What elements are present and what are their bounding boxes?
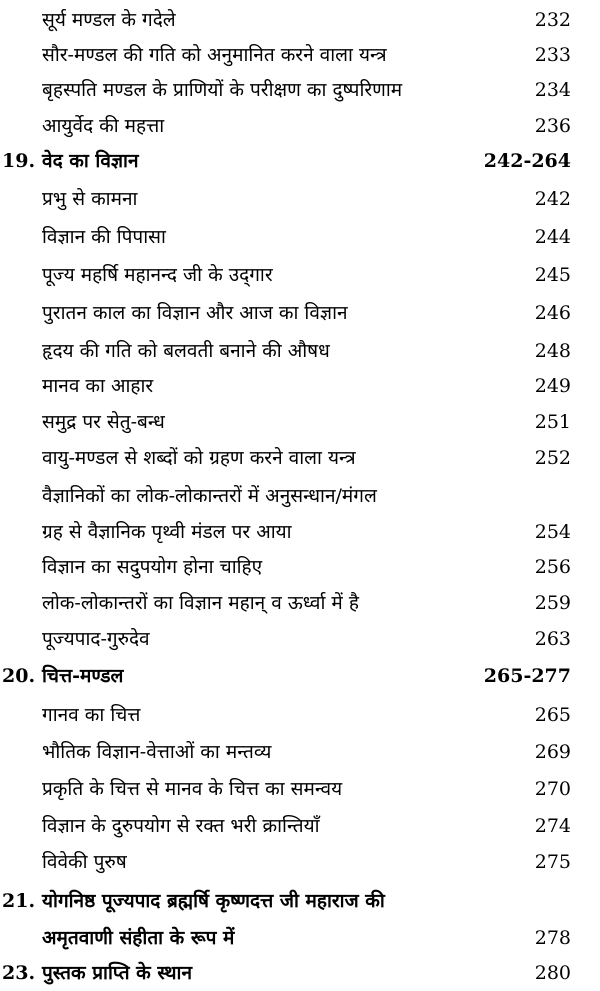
toc-entry xyxy=(0,108,600,144)
chapter-number: 20. xyxy=(2,665,36,687)
toc-entry-title: वैज्ञानिकों का लोक-लोकान्तरों में अनुसन्धान/मंगल xyxy=(42,485,377,507)
toc-entry xyxy=(0,440,600,476)
toc-entry-page: 233 xyxy=(534,44,571,66)
toc-entry-page: 275 xyxy=(534,851,571,873)
toc-entry-page: 259 xyxy=(534,592,571,614)
toc-entry-page: 244 xyxy=(534,226,571,248)
toc-entry xyxy=(0,333,600,369)
toc-entry-title: विज्ञान का सदुपयोग होना चाहिए xyxy=(42,556,263,578)
toc-entry-title: पुरातन काल का विज्ञान और आज का विज्ञान xyxy=(42,302,348,324)
toc-entry xyxy=(0,697,600,733)
toc-entry-title: लोक-लोकान्तरों का विज्ञान महान् व ऊर्ध्वा में है xyxy=(42,592,359,614)
toc-entry xyxy=(0,808,600,844)
toc-chapter-heading xyxy=(0,883,600,919)
toc-chapter-heading xyxy=(0,143,600,179)
toc-entry-title: गानव का चित्त xyxy=(42,704,141,726)
toc-entry xyxy=(0,404,600,440)
toc-entry xyxy=(0,549,600,585)
toc-entry-page: 245 xyxy=(534,264,571,286)
toc-entry-title: वायु-मण्डल से शब्दों को ग्रहण करने वाला यन्त्र xyxy=(42,447,356,469)
toc-entry xyxy=(0,295,600,331)
toc-entry-title: विज्ञान के दुरुपयोग से रक्त भरी क्रान्तियाँ xyxy=(42,815,320,837)
chapter-page-range: 242-264 xyxy=(483,150,571,172)
toc-entry-page: 274 xyxy=(534,815,571,837)
chapter-page: 280 xyxy=(534,962,571,984)
toc-entry-title: भौतिक विज्ञान-वेत्ताओं का मन्तव्य xyxy=(42,741,272,763)
toc-entry xyxy=(0,368,600,404)
toc-entry-title: पूज्य महर्षि महानन्द जी के उद्‌गार xyxy=(42,264,273,286)
toc-entry xyxy=(0,72,600,108)
toc-entry-title: विज्ञान की पिपासा xyxy=(42,226,166,248)
toc-entry-page: 265 xyxy=(534,704,571,726)
chapter-number: 23. xyxy=(2,962,36,984)
toc-entry-title: समुद्र पर सेतु-बन्ध xyxy=(42,411,165,433)
toc-entry xyxy=(0,514,600,550)
toc-entry-title: मानव का आहार xyxy=(42,375,154,397)
toc-entry-page: 234 xyxy=(534,79,571,101)
toc-chapter-heading xyxy=(0,658,600,694)
toc-entry-title: प्रकृति के चित्त से मानव के चित्त का समन्वय xyxy=(42,778,343,800)
chapter-title: पुस्तक प्राप्ति के स्थान xyxy=(42,962,192,984)
toc-entry-page: 248 xyxy=(534,340,571,362)
toc-entry xyxy=(0,734,600,770)
toc-entry xyxy=(0,621,600,657)
toc-entry-title: पूज्यपाद-गुरुदेव xyxy=(42,628,150,650)
toc-entry-title: आयुर्वेद की महत्ता xyxy=(42,115,165,137)
toc-entry-title: हृदय की गति को बलवती बनाने की औषध xyxy=(42,340,330,362)
toc-entry xyxy=(0,2,600,38)
toc-entry xyxy=(0,257,600,293)
toc-entry xyxy=(0,771,600,807)
toc-entry xyxy=(0,181,600,217)
chapter-title: चित्त-मण्डल xyxy=(42,665,124,687)
toc-chapter-heading xyxy=(0,955,600,991)
toc-entry-page: 256 xyxy=(534,556,571,578)
toc-entry-title: बृहस्पति मण्डल के प्राणियों के परीक्षण का दुष्परिणाम xyxy=(42,79,403,101)
toc-entry-page: 232 xyxy=(534,9,571,31)
toc-entry-title: प्रभु से कामना xyxy=(42,188,138,210)
chapter-page: 278 xyxy=(534,927,571,949)
toc-entry-page: 252 xyxy=(534,447,571,469)
toc-entry-title: ग्रह से वैज्ञानिक पृथ्वी मंडल पर आया xyxy=(42,521,292,543)
toc-entry-title: विवेकी पुरुष xyxy=(42,851,127,873)
chapter-title-continued: अमृतवाणी संहीता के रूप में xyxy=(42,927,235,949)
toc-entry-page: 254 xyxy=(534,521,571,543)
toc-entry-page: 251 xyxy=(534,411,571,433)
chapter-title: वेद का विज्ञान xyxy=(42,150,139,172)
chapter-page-range: 265-277 xyxy=(483,665,571,687)
chapter-number: 21. xyxy=(2,890,36,912)
toc-entry xyxy=(0,585,600,621)
toc-entry-page: 246 xyxy=(534,302,571,324)
toc-entry-page: 269 xyxy=(534,741,571,763)
toc-entry-title: सूर्य मण्डल के गदेले xyxy=(42,9,176,31)
toc-entry xyxy=(0,37,600,73)
toc-entry-page: 236 xyxy=(534,115,571,137)
toc-entry-page: 249 xyxy=(534,375,571,397)
toc-entry-page: 270 xyxy=(534,778,571,800)
toc-entry-page: 263 xyxy=(534,628,571,650)
toc-entry-title: सौर-मण्डल की गति को अनुमानित करने वाला यन्त्र xyxy=(42,44,387,66)
toc-entry-page: 242 xyxy=(534,188,571,210)
chapter-number: 19. xyxy=(2,150,36,172)
toc-entry xyxy=(0,844,600,880)
toc-chapter-heading-continued xyxy=(0,920,600,956)
toc-entry xyxy=(0,219,600,255)
toc-entry xyxy=(0,478,600,514)
chapter-title: योगनिष्ठ पूज्यपाद ब्रह्मर्षि कृष्णदत्त जी महाराज की xyxy=(42,890,385,912)
